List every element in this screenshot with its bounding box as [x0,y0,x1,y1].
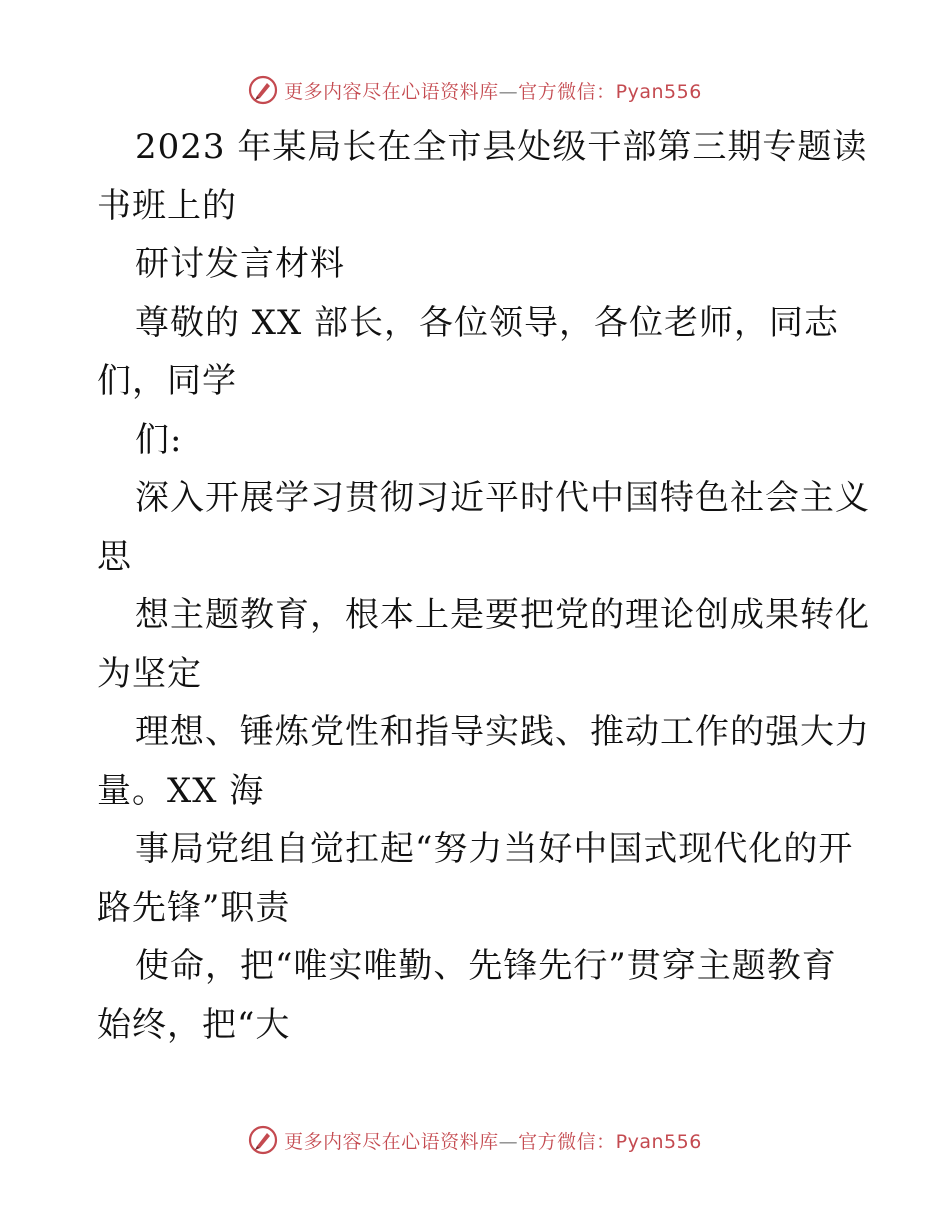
pen-nib-logo-icon [248,1125,278,1155]
paragraph-line: 使命，把“唯实唯勤、先锋先行”贯穿主题教育 [135,946,837,986]
watermark-text [284,1127,702,1154]
paragraph-line: 研讨发言材料 [135,244,345,284]
paragraph-line: 书班上的 [97,185,237,226]
paragraph-line: 理想、锤炼党性和指导实践、推动工作的强大力 [135,712,870,752]
watermark-separator: — [498,1130,519,1153]
paragraph-line: 2023 年某局长在全市县处级干部第三期专题读 [135,127,868,167]
watermark-wechat: 官方微信：Pyan556 [518,80,702,103]
paragraph-line: 尊敬的 XX 部长，各位领导，各位老师，同志 [135,302,840,343]
paragraph-line: 路先锋”职责 [97,887,291,928]
watermark-main: 更多内容尽在心语资料库 [284,80,499,103]
paragraph-line: 量。XX 海 [97,770,265,811]
pen-nib-logo-icon [248,75,278,105]
paragraph-line: 们: [135,419,183,460]
document-body [97,118,870,1054]
paragraph-line: 思 [97,536,132,577]
watermark-wechat: 官方微信：Pyan556 [518,1130,702,1153]
footer-watermark [0,1120,950,1160]
watermark-main: 更多内容尽在心语资料库 [284,1130,499,1153]
paragraph-line: 们，同学 [97,361,237,401]
paragraph-line: 为坚定 [97,653,202,694]
watermark-separator: — [498,80,519,103]
paragraph-line: 深入开展学习贯彻习近平时代中国特色社会主义 [135,478,870,518]
paragraph-line: 事局党组自觉扛起“努力当好中国式现代化的开 [135,829,854,869]
paragraph-line: 想主题教育，根本上是要把党的理论创成果转化 [135,595,870,635]
header-watermark [0,70,950,110]
paragraph-line: 始终，把“大 [97,1004,291,1045]
watermark-text [284,77,702,104]
